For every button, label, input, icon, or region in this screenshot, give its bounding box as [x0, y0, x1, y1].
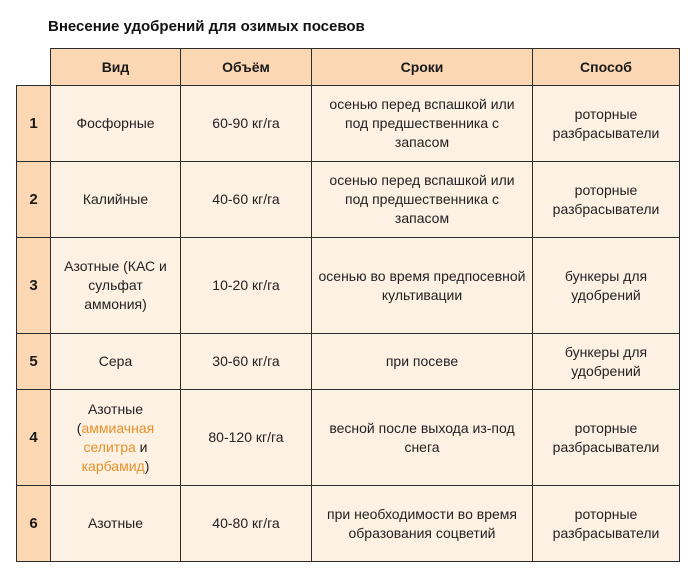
kind-text-mid: и — [135, 438, 148, 455]
cell-timing: при посеве — [312, 334, 533, 390]
cell-method: роторные разбрасыватели — [533, 486, 680, 562]
cell-timing: осенью перед вспашкой или под предшественника с запасом — [312, 86, 533, 162]
header-timing: Сроки — [312, 49, 533, 86]
cell-method: роторные разбрасыватели — [533, 86, 680, 162]
cell-volume: 80-120 кг/га — [181, 390, 312, 486]
cell-method: бункеры для удобрений — [533, 334, 680, 390]
cell-method: роторные разбрасыватели — [533, 162, 680, 238]
row-number: 5 — [17, 334, 51, 390]
cell-volume: 30-60 кг/га — [181, 334, 312, 390]
cell-kind — [51, 390, 181, 486]
table-row — [17, 334, 680, 390]
header-kind: Вид — [51, 49, 181, 86]
cell-method: бункеры для удобрений — [533, 238, 680, 334]
ammonium-nitrate-link[interactable]: аммиачная селитра — [81, 419, 155, 455]
cell-kind: Азотные (КАС и сульфат аммония) — [51, 238, 181, 334]
table-row — [17, 162, 680, 238]
cell-method: роторные разбрасыватели — [533, 390, 680, 486]
cell-kind: Калийные — [51, 162, 181, 238]
row-number: 2 — [17, 162, 51, 238]
cell-timing: осенью во время предпосевной культивации — [312, 238, 533, 334]
table-row — [17, 390, 680, 486]
page-title: Внесение удобрений для озимых посевов — [48, 18, 365, 35]
header-corner — [17, 49, 51, 86]
row-number: 4 — [17, 390, 51, 486]
cell-timing: при необходимости во время образования соцветий — [312, 486, 533, 562]
row-number: 1 — [17, 86, 51, 162]
row-number: 3 — [17, 238, 51, 334]
cell-timing: весной после выхода из-под снега — [312, 390, 533, 486]
cell-kind: Азотные — [51, 486, 181, 562]
cell-kind: Сера — [51, 334, 181, 390]
table-row — [17, 238, 680, 334]
fertilizer-table — [16, 48, 680, 562]
header-volume: Объём — [181, 49, 312, 86]
urea-link[interactable]: карбамид — [81, 457, 145, 474]
cell-volume: 10-20 кг/га — [181, 238, 312, 334]
header-method: Способ — [533, 49, 680, 86]
row-number: 6 — [17, 486, 51, 562]
header-row — [17, 49, 680, 86]
cell-kind: Фосфорные — [51, 86, 181, 162]
cell-volume: 60-90 кг/га — [181, 86, 312, 162]
table-row — [17, 486, 680, 562]
cell-volume: 40-60 кг/га — [181, 162, 312, 238]
kind-text-pre: Азотные ( — [76, 400, 144, 436]
kind-text-post: ) — [144, 457, 150, 474]
cell-volume: 40-80 кг/га — [181, 486, 312, 562]
table-row — [17, 86, 680, 162]
cell-timing: осенью перед вспашкой или под предшественника с запасом — [312, 162, 533, 238]
